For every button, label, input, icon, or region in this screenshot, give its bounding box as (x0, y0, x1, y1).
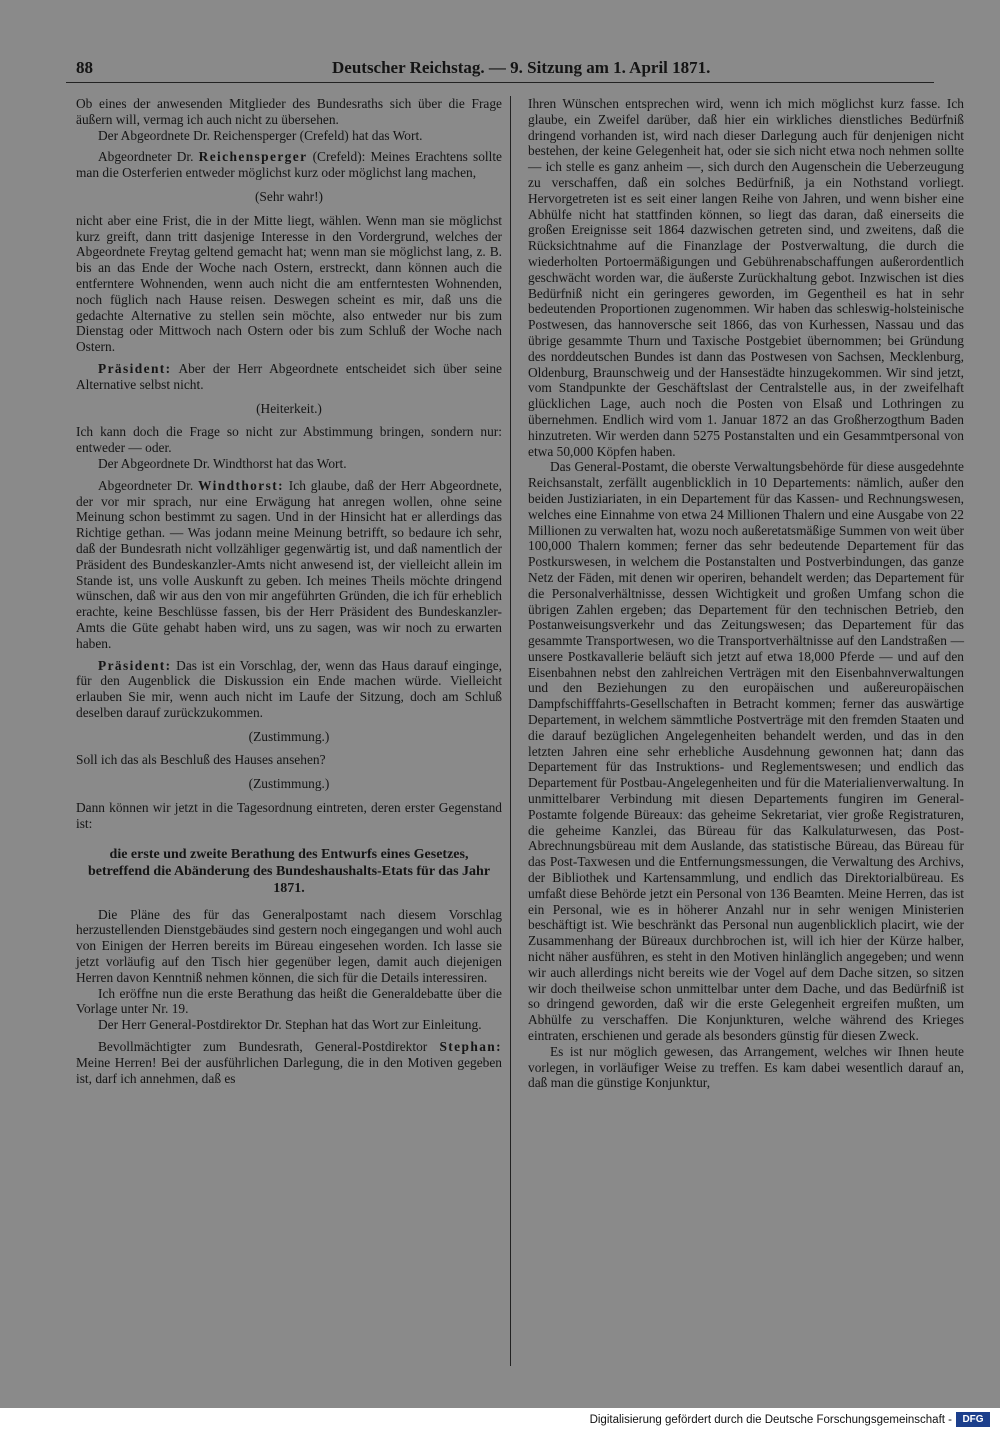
interjection: (Sehr wahr!) (254, 188, 324, 204)
paragraph: Der Abgeordnete Dr. Windthorst hat das Wort. (98, 455, 347, 471)
running-title: Deutscher Reichstag. — 9. Sitzung am 1. April 1871. (332, 58, 711, 77)
page-number: 88 (76, 58, 93, 77)
speech-text: Aber der Herr Abgeordnete entscheidet sich über seine Alternative selbst nicht. (76, 360, 502, 392)
left-column (76, 96, 502, 1086)
paragraph: Der Abgeordnete Dr. Reichensperger (Crefeld) hat das Wort. (98, 127, 423, 143)
header-rule (66, 82, 934, 83)
paragraph: nicht aber eine Frist, die in der Mitte liegt, wählen. Wenn man sie möglichst kurz greift, dann tritt dasjenige Interesse in den Vordergrund, welches der Abgeordnete Freytag geltend gemacht hat; wenn man sie möglichst lang, z. B. bis an das Ende der Woche nach Ostern, erstreckt, dann können auch die entferntere Wohnenden, wenn auch nicht die am entferntesten Wohnenden, noch füglich nach Hause reisen. Deswegen scheint es mir, daß uns die gedachte Alternative zu stellen sein möchte, also entweder nur bis zum Dienstag oder Mittwoch nach Ostern oder bis zum Schluß der Woche nach Ostern. (76, 212, 502, 355)
interjection: (Zustimmung.) (248, 776, 330, 792)
speaker-name: Präsident: (98, 657, 172, 673)
speaker-paragraph (76, 149, 502, 181)
paragraph: Die Pläne des für das Generalpostamt nach diesem Vorschlag herzustellenden Dienstgebäudes sind gestern noch eingegangen und wohl auch von Einigen der Herren bereits im Büreau eingesehen worden. Ich lasse sie jetzt vorläufig auf den Tisch hier gegenüber legen, damit auch diejenigen Herren davon Kenntniß nehmen können, die sich für die Details interessiren. (76, 906, 502, 985)
paragraph: Der Herr General-Postdirektor Dr. Stephan hat das Wort zur Einleitung. (98, 1017, 482, 1033)
paragraph: Ich kann doch die Frage so nicht zur Abstimmung bringen, sondern nur: entweder — oder. (76, 424, 502, 456)
speaker-paragraph (76, 361, 502, 393)
dfg-logo: DFG (956, 1412, 990, 1427)
dfg-credit: Digitalisierung gefördert durch die Deutsche Forschungsgemeinschaft - (589, 1414, 952, 1426)
paragraph: Ich eröffne nun die erste Berathung das heißt die Generaldebatte über die Vorlage unter Nr. 19. (76, 985, 502, 1017)
speech-text: (Crefeld): Meines Erachtens sollte man die Osterferien entweder möglichst kurz oder möglichst lang machen, (76, 149, 502, 181)
paragraph: Ob eines der anwesenden Mitglieder des Bundesraths sich über die Frage äußern will, vermag ich auch nicht zu übersehen. (76, 96, 502, 127)
paragraph: Es ist nur möglich gewesen, das Arrangement, welches wir Ihnen heute vorlegen, in vorläufiger Weise zu treffen. Es kam dabei wesentlich darauf an, daß man die günstige Konjunktur, (528, 1043, 964, 1091)
speech-text: Meine Herren! Bei der ausführlichen Darlegung, die in den Motiven gegeben ist, darf ich annehmen, daß es (76, 1054, 502, 1086)
page-header (62, 58, 938, 82)
speaker-name: Windthorst: (198, 477, 284, 493)
column-divider (510, 96, 511, 1366)
digitization-footer (0, 1408, 1000, 1432)
speaker-prefix: Abgeordneter Dr. (98, 149, 199, 165)
speaker-paragraph (76, 478, 502, 652)
speech-text: Ich glaube, daß der Herr Abgeordnete, der vor mir sprach, nur eine Erwägung hat anregen wollen, ohne seine Meinung schon bestimmt zu sagen. Und in der Hinsicht hat er allerdings das Richtige gethan. — Was jodann meine Meinung betrifft, so bedaure ich sehr, daß der Bundesrath nicht vollzähliger gegenwärtig ist, und daß namentlich der Präsident des Bundeskanzler-Amts nicht anwesend ist, der vielleicht allein im Stande ist, uns volle Auskunft zu geben. Ich meines Theils möchte dringend wünschen, daß wir aus den von mir angeführten Gründen, die ich für erheblich erachte, keine Beschlüsse fassen, bis der Herr Präsident des Bundeskanzler-Amts die Güte gehabt haben wird, uns zu sagen, was wir noch zu erwarten haben. (76, 477, 502, 651)
paragraph: Das General-Postamt, die oberste Verwaltungsbehörde für diese ausgedehnte Reichsanstalt, zerfällt augenblicklich in 10 Departements: nämlich, außer den beiden Justiziariaten, in ein Departement für das Kassen- und Rechnungswesen, welches eine Einnahme von etwa 24 Millionen Thalern und eine Ausgabe von 22 Millionen zu verwalten hat, wozu noch außeretatsmäßige Summen von weit über 100,000 Thalern kommen; ferner das sehr bedeutende Departement für das Postkurswesen, in welchem die Postanstalten und Postverbindungen, das ganze Netz der Fäden, mit denen wir operiren, behandelt werden; das Departement für die Personalverhältnisse, dessen Wichtigkeit und großen Umfang schon die übrigen Zahlen ergeben; das Departement für den technischen Betrieb, den Postanweisungsverkehr und das Zeitungswesen; das Departement für das gesammte Transportwesen, wo die Transportverhältnisse auf den Landstraßen — unsere Postkavallerie beläuft sich jetzt auf etwa 18,000 Pferde — und auf den Eisenbahnen nebst den zahlreichen Verträgen mit den Eisenbahnverwaltungen und den Beziehungen zu den europäischen und außereuropäischen Dampfschifffahrts-Gesellschaften in Betracht kommen; ferner das auswärtige Departement, in welchem sämmtliche Postverträge mit den fremden Staaten und die darauf bezüglichen Angelegenheiten behandelt werden, und das in den letzten Jahren eine sehr erhebliche Ausdehnung gewonnen hat; dann das Departement für das Instruktions- und Reglementswesen; und endlich das Departement für Postbau-Angelegenheiten und für die Materialienverwaltung. In unmittelbarer Verbindung mit diesen Departements fungiren im General-Postamte folgende Büreaux: das geheime Sekretariat, vier große Registraturen, die geheime Kanzlei, das Büreau für das Kalkulaturwesen, das Post-Abrechnungsbüreau mit dem Auslande, das statistische Büreau, das Büreau für das Post-Taxwesen und die Entfernungsmessungen, die Verwaltung des Archivs, der Bibliothek und Kartensammlung, und endlich das Direktorialbüreau. Es umfaßt diese Behörde jetzt ein Personal von 136 Beamten. Meine Herren, das ist ein Personal, wie es in höherer Anzahl nur in sehr wenigen Ministerien beschäftigt ist. Wie beschränkt das Personal nun augenblicklich placirt, wie der Zusammenhang der Büreaux durchbrochen ist, will ich hier der Kürze halber, nicht näher ausführen, es steht in den Motiven hinlänglich angegeben; und wenn wir auch allerdings nicht bereits wie der Vogel auf dem Dache sitzen, so sitzen wir doch theilweise schon unmittelbar unter dem Dache, und das Bedürfniß ist so dringend geworden, daß wir die erste Gelegenheit ergreifen mußten, um Abhülfe zu verschaffen. Die Konjunkturen, welche während des Krieges eintraten, erschienen und gerade als besonders günstig für diesen Zweck. (528, 459, 964, 1044)
agenda-title: die erste und zweite Berathung des Entwurfs eines Gesetzes, betreffend die Abänderung des Bundeshaushalts-Etats für das Jahr 1871. (87, 846, 491, 896)
speaker-prefix: Bevollmächtigter zum Bundesrath, General-Postdirektor (98, 1039, 440, 1055)
paragraph: Soll ich das als Beschluß des Hauses ansehen? (76, 752, 326, 768)
speech-text: Das ist ein Vorschlag, der, wenn das Haus darauf einginge, für den Augenblick die Diskussion ein Ende machen würde. Vielleicht erlauben Sie mir, wenn auch nicht im Laufe der Sitzung, doch am Schluß deselben darauf zurückzukommen. (76, 657, 502, 720)
speaker-prefix: Abgeordneter Dr. (98, 477, 199, 493)
right-column (528, 96, 964, 1091)
speaker-name: Stephan: (439, 1039, 502, 1055)
paragraph: Dann können wir jetzt in die Tagesordnung eintreten, deren erster Gegenstand ist: (76, 800, 502, 831)
interjection: (Heiterkeit.) (256, 400, 322, 416)
speaker-name: Präsident: (98, 360, 172, 376)
speaker-paragraph (76, 658, 502, 721)
paragraph: Ihren Wünschen entsprechen wird, wenn ich mich möglichst kurz fasse. Ich glaube, ein Zweifel darüber, daß hier ein wirkliches dienstliches Bedürfniß dringend vorhanden ist, wird nach dieser Darlegung auch für denjenigen nicht bestehen, der keine Gelegenheit hat, oder sie sich nicht etwa noch nehmen sollte — ich stelle es ganz anheim —, sich durch den Augenschein die Ueberzeugung zu verschaffen, daß ein solches Bedürfniß, ja ein Nothstand vorliegt. Hervorgetreten ist es seit einer langen Reihe von Jahren, und wenn bisher eine Abhülfe nicht hat stattfinden können, so liegt das daran, daß einerseits die großen Ereignisse seit 1864 dazwischen getreten sind, und zweitens, daß die Rücksichtnahme auf die Finanzlage der Postverwaltung, die durch die wiederholten Portoermäßigungen und Gebührenabschaffungen außerordentlich geschwächt worden war, die äußerste Zurückhaltung gebot. Inzwischen ist dies Bedürfniß nicht ein geringeres geworden, im Gegentheil es hat in sehr bedeutenden Proportionen zugenommen. Wir haben das schleswig-holsteinische Postwesen, das hannoversche seit 1866, das von Kurhessen, Nassau und das übrige gesammte Thurn und Taxische Postgebiet übernommen; bei Gründung des norddeutschen Bundes ist dann das Postwesen von Sachsen, Mecklenburg, Oldenburg, Braunschweig und der Hansestädte hinzugekommen. Wir sind jetzt, vom Standpunkte der Geschäftslast der Centralstelle aus, in der zweifelhaft glücklichen Lage, auch noch die Posten von Elsaß und Lothringen zu übernehmen. Endlich wird vom 1. Januar 1872 an das Großherzogthum Baden hinzutreten. Wir werden dann 5275 Postanstalten und ein Gesammtpersonal von etwa 50,000 Köpfen haben. (528, 96, 964, 459)
interjection: (Zustimmung.) (248, 728, 330, 744)
speaker-name: Reichensperger (198, 149, 308, 165)
speaker-paragraph (76, 1039, 502, 1086)
